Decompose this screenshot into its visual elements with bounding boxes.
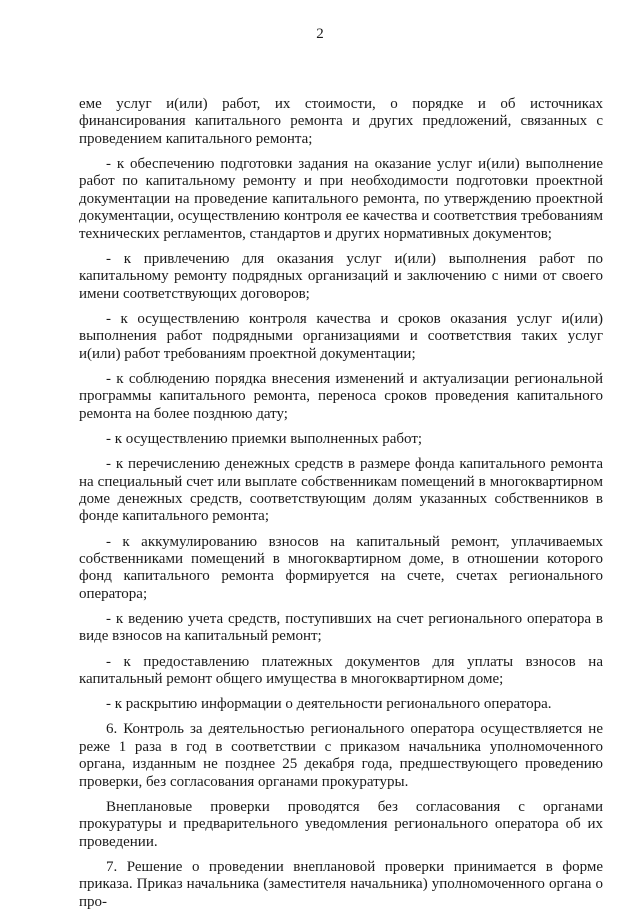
list-item: - к соблюдению порядка внесения изменений и актуализации региональной программы капитального ремонта, переноса сроков проведения капитального ремонта на более позднюю дату; <box>79 370 603 422</box>
page-number: 2 <box>316 26 324 42</box>
list-item: - к ведению учета средств, поступивших на счет регионального оператора в виде взносов на капитальный ремонт; <box>79 610 603 645</box>
list-item: - к осуществлению приемки выполненных работ; <box>106 430 423 447</box>
list-item: - к раскрытию информации о деятельности регионального оператора. <box>106 696 552 713</box>
list-item: - к привлечению для оказания услуг и(или) выполнения работ по капитальному ремонту подрядных организаций и заключению с ними от своего имени соответствующих договоров; <box>79 250 603 302</box>
paragraph: еме услуг и(или) работ, их стоимости, о порядке и об источниках финансирования капитального ремонта и других предложений, связанных с проведением капитального ремонта; <box>79 96 603 147</box>
list-item: - к аккумулированию взносов на капитальный ремонт, уплачиваемых собственниками помещений в многоквартирном доме, в отношении которого фонд капитального ремонта формируется на счете, счетах регионального оператора; <box>79 533 603 602</box>
paragraph: Внеплановые проверки проводятся без согласования с органами прокуратуры и предварительного уведомления регионального оператора об их проведении. <box>79 798 603 850</box>
paragraph: 7. Решение о проведении внеплановой проверки принимается в форме приказа. Приказ начальника (заместителя начальника) уполномоченного органа о про- <box>79 858 603 910</box>
list-item: - к осуществлению контроля качества и сроков оказания услуг и(или) выполнения работ подрядными организациями и соответствия таких услуг и(или) работ требованиям проектной документации; <box>79 310 603 362</box>
paragraph: 6. Контроль за деятельностью регионального оператора осуществляется не реже 1 раза в год в соответствии с приказом начальника уполномоченного органа, изданным не позднее 25 декабря года, предшествующего проведению проверки, без согласования органами прокуратуры. <box>79 721 603 790</box>
list-item: - к обеспечению подготовки задания на оказание услуг и(или) выполнение работ по капитальному ремонту и при необходимости подготовки проектной документации на проведение капитального ремонта, по утверждению проектной документации, осуществлению контроля ее качества и соответствия требованиям технических регламентов, стандартов и других нормативных документов; <box>79 156 603 242</box>
list-item: - к предоставлению платежных документов для уплаты взносов на капитальный ремонт общего имущества в многоквартирном доме; <box>79 653 603 687</box>
list-item: - к перечислению денежных средств в размере фонда капитального ремонта на специальный счет или выплате собственникам помещений в многоквартирном доме денежных средств, соответствующим долям указанных собственников в фонде капитального ремонта; <box>79 456 603 525</box>
document-body <box>79 96 603 919</box>
